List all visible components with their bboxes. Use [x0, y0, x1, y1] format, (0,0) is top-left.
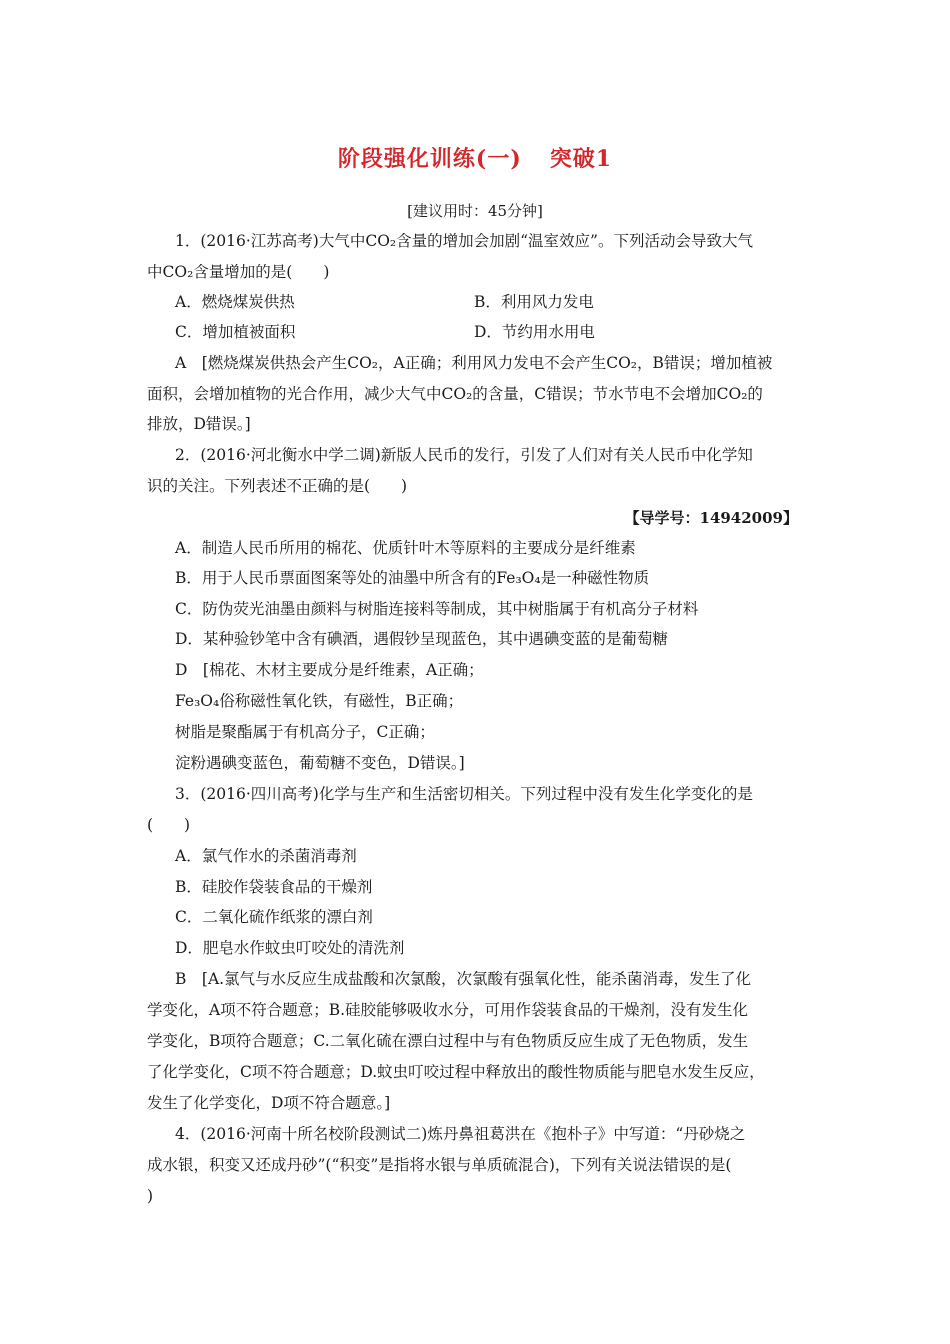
q1-stem-line2: 中CO₂含量增加的是( ) [147, 263, 330, 281]
q3-option-a: A．氯气作水的杀菌消毒剂 [175, 847, 357, 865]
q3-stem-line2: ( ) [147, 816, 191, 834]
q1-option-b: B．利用风力发电 [474, 293, 594, 311]
q3-answer-line1: B [A.氯气与水反应生成盐酸和次氯酸，次氯酸有强氧化性，能杀菌消毒，发生了化 [175, 970, 752, 988]
q1-option-a: A．燃烧煤炭供热 [175, 293, 295, 311]
q3-answer-line5: 发生了化学变化，D项不符合题意。] [147, 1094, 391, 1112]
q2-answer-line4: 淀粉遇碘变蓝色，葡萄糖不变色，D错误。] [175, 754, 465, 772]
q3-option-d: D．肥皂水作蚊虫叮咬处的清洗剂 [175, 939, 405, 957]
page-title [0, 142, 950, 173]
q1-answer-line2: 面积，会增加植物的光合作用，减少大气中CO₂的含量，C错误；节水节电不会增加CO₂的 [147, 385, 763, 403]
q2-option-a: A．制造人民币所用的棉花、优质针叶木等原料的主要成分是纤维素 [175, 539, 636, 557]
guide-number: 【导学号：14942009】 [624, 509, 798, 527]
q3-answer-line4: 了化学变化，C项不符合题意；D.蚊虫叮咬过程中释放出的酸性物质能与肥皂水发生反应， [147, 1063, 765, 1081]
q1-option-d: D．节约用水用电 [474, 323, 595, 341]
q2-stem-line2: 识的关注。下列表述不正确的是( ) [147, 477, 408, 495]
q2-answer-line1: D [棉花、木材主要成分是纤维素，A正确； [175, 661, 484, 679]
q3-option-c: C．二氧化硫作纸浆的漂白剂 [175, 908, 373, 926]
title-sub: 突破1 [549, 146, 613, 172]
q2-option-c: C．防伪荧光油墨由颜料与树脂连接料等制成，其中树脂属于有机高分子材料 [175, 600, 699, 618]
q1-answer-line3: 排放，D错误。] [147, 415, 251, 433]
q4-stem-line1: 4．(2016·河南十所名校阶段测试二)炼丹鼻祖葛洪在《抱朴子》中写道：“丹砂烧之 [175, 1125, 746, 1143]
q2-answer-line2: Fe₃O₄俗称磁性氧化铁，有磁性，B正确； [175, 692, 464, 710]
q1-answer-line1: A [燃烧煤炭供热会产生CO₂，A正确；利用风力发电不会产生CO₂，B错误；增加植被 [175, 354, 773, 372]
q3-answer-line2: 学变化，A项不符合题意；B.硅胶能够吸收水分，可用作袋装食品的干燥剂，没有发生化 [147, 1001, 749, 1019]
q4-stem-line3: ) [147, 1187, 154, 1205]
q3-answer-line3: 学变化，B项符合题意；C.二氧化硫在漂白过程中与有色物质反应生成了无色物质，发生 [147, 1032, 749, 1050]
q2-stem-line1: 2．(2016·河北衡水中学二调)新版人民币的发行，引发了人们对有关人民币中化学知 [175, 446, 753, 464]
q2-answer-line3: 树脂是聚酯属于有机高分子，C正确； [175, 723, 435, 741]
q2-option-b: B．用于人民币票面图案等处的油墨中所含有的Fe₃O₄是一种磁性物质 [175, 569, 650, 587]
q3-stem-line1: 3．(2016·四川高考)化学与生产和生活密切相关。下列过程中没有发生化学变化的是 [175, 785, 753, 803]
q3-option-b: B．硅胶作袋装食品的干燥剂 [175, 878, 373, 896]
q1-option-c: C．增加植被面积 [175, 323, 296, 341]
q1-stem-line1: 1．(2016·江苏高考)大气中CO₂含量的增加会加剧“温室效应”。下列活动会导致大气 [175, 232, 753, 250]
q4-stem-line2: 成水银，积变又还成丹砂”(“积变”是指将水银与单质硫混合)，下列有关说法错误的是( [147, 1156, 732, 1174]
title-main: 阶段强化训练(一) [337, 146, 522, 172]
time-note: [建议用时：45分钟] [407, 202, 543, 220]
q2-option-d: D．某种验钞笔中含有碘酒，遇假钞呈现蓝色，其中遇碘变蓝的是葡萄糖 [175, 630, 668, 648]
